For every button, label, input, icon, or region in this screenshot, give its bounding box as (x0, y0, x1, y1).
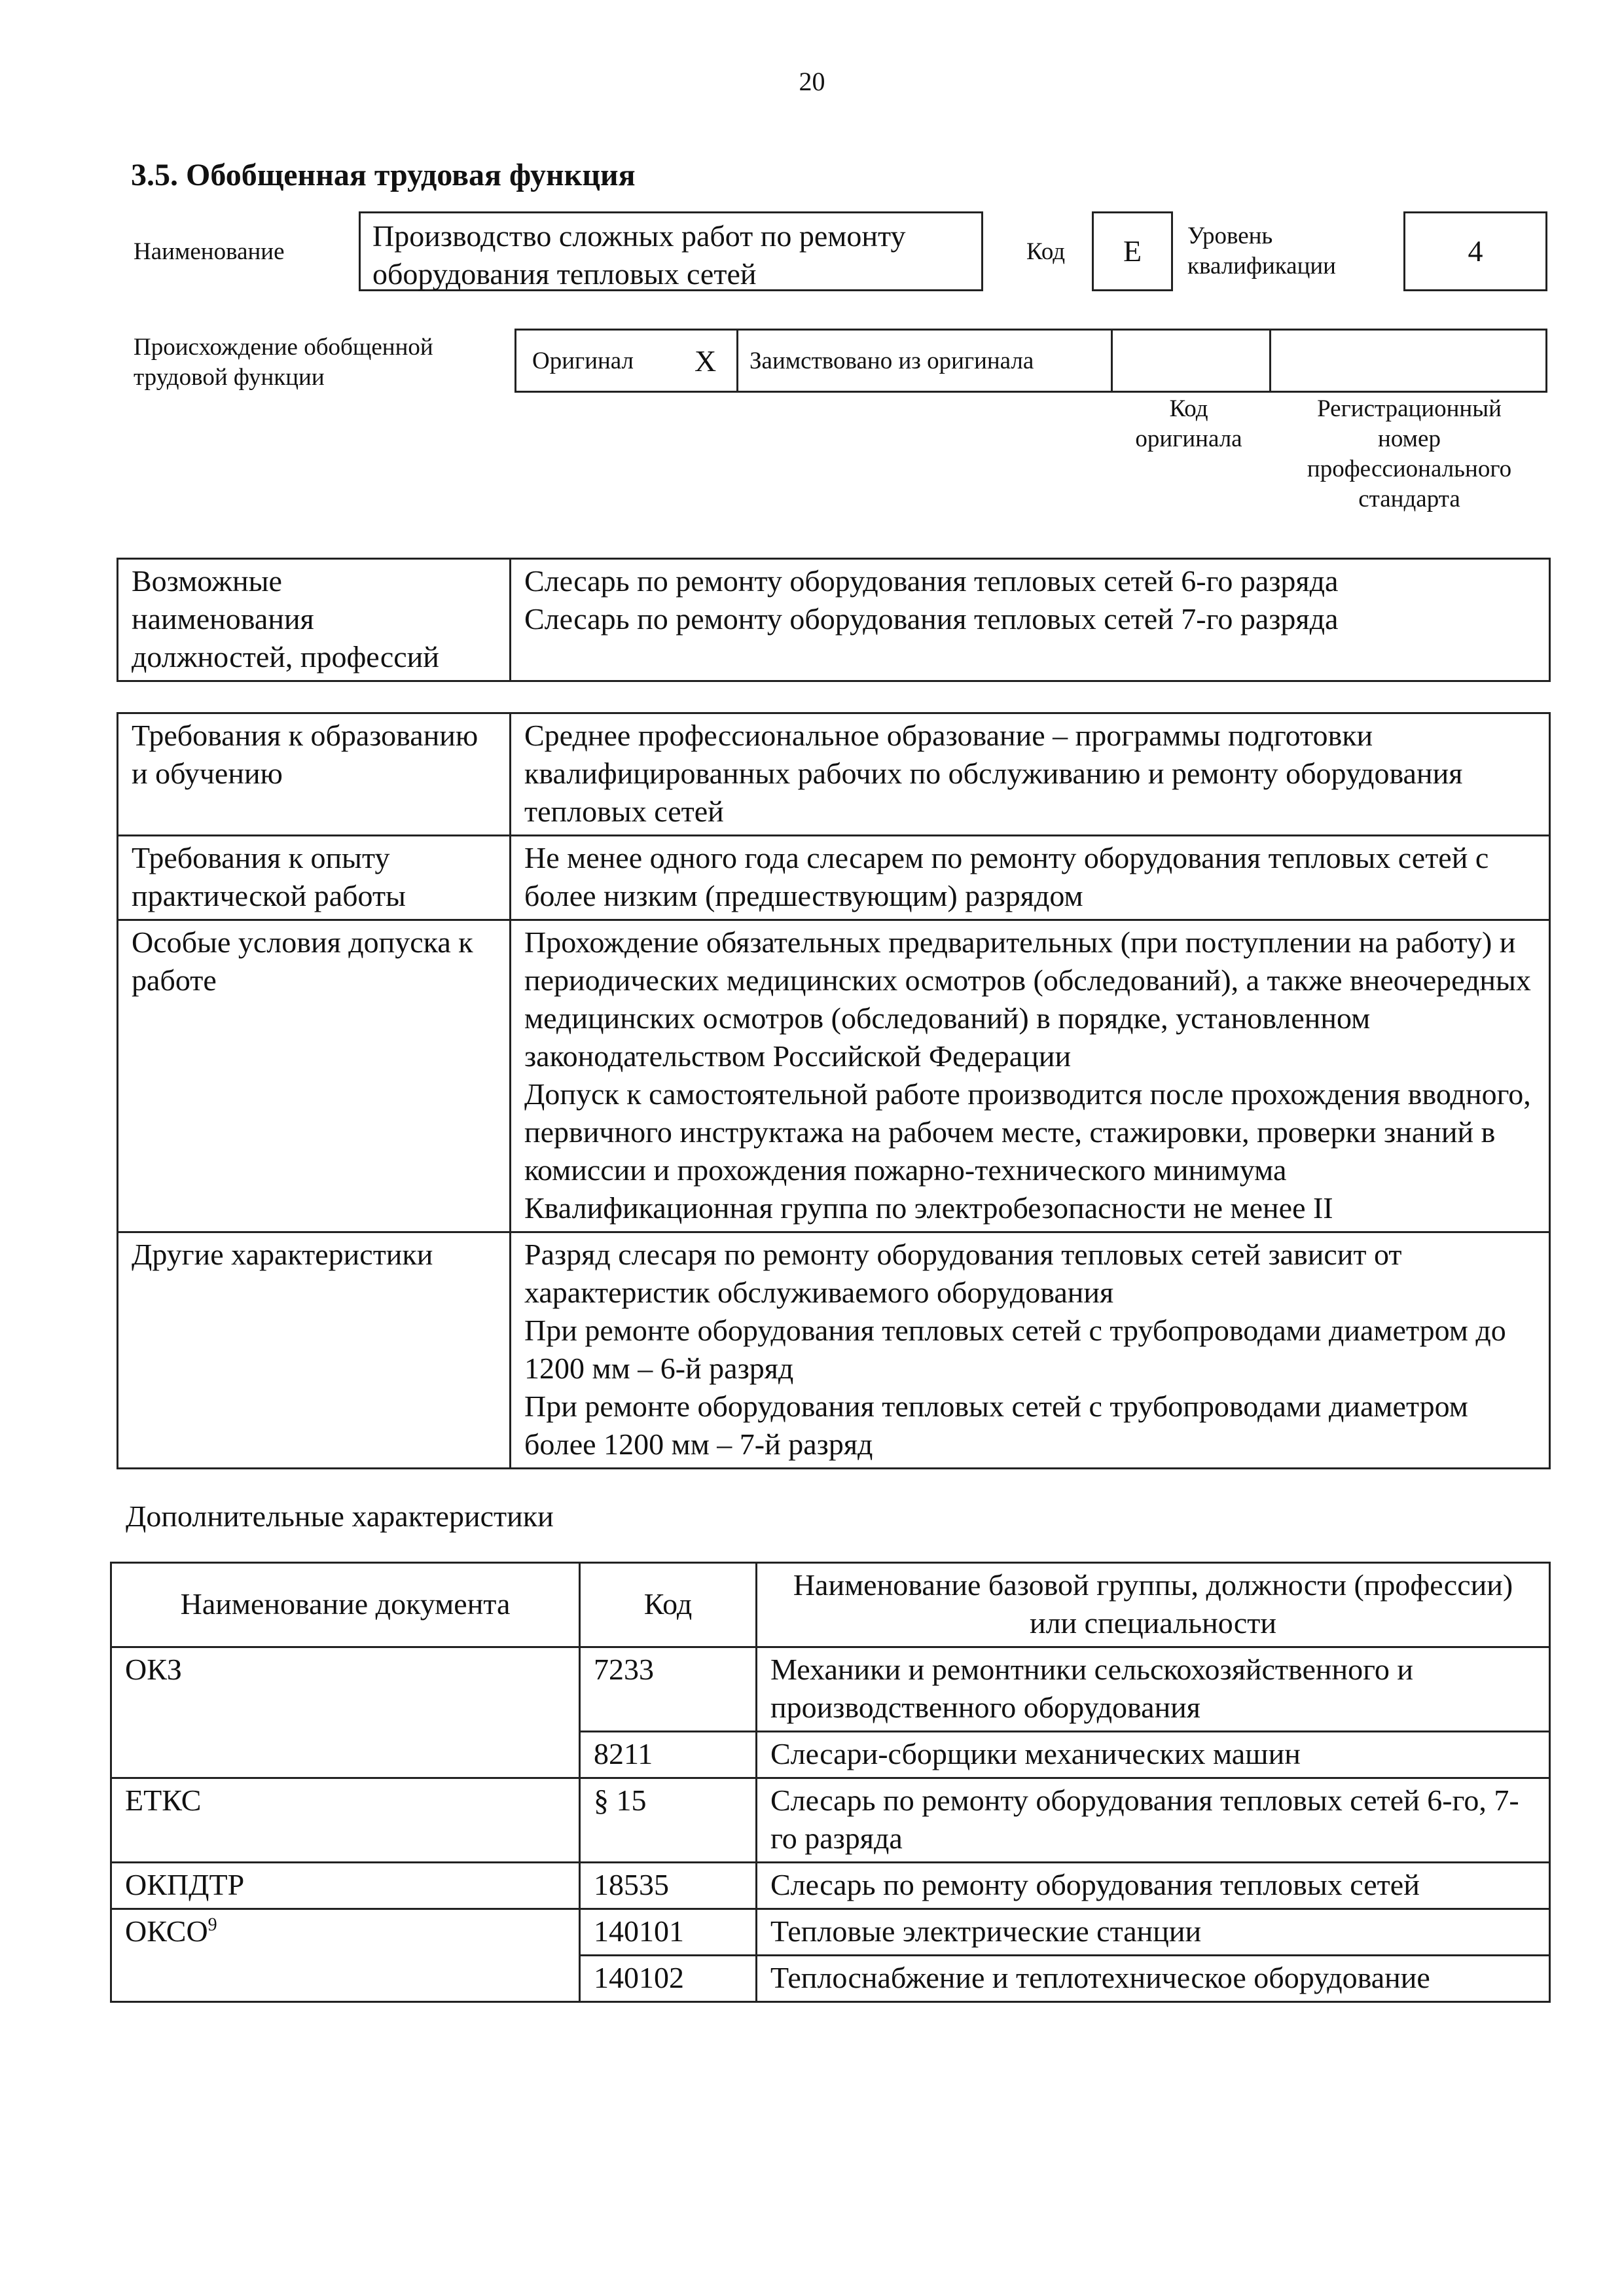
original-code-caption (1109, 394, 1269, 454)
code-label: Код (1026, 238, 1066, 265)
table-row (111, 1863, 1550, 1909)
code-cell: 7233 (580, 1647, 757, 1732)
requirement-line: Квалификационная группа по электробезопасности не менее II (524, 1191, 1333, 1225)
positions-label-line2: наименования (132, 602, 314, 636)
position-item: Слесарь по ремонту оборудования тепловых сетей 6-го разряда (524, 564, 1339, 598)
requirement-row-admission (118, 920, 1550, 1232)
requirement-value (511, 713, 1550, 836)
origin-label-line2: трудовой функции (134, 364, 325, 391)
borrowed-label: Заимствовано из оригинала (749, 348, 1034, 374)
doc-cell: ОКПДТР (111, 1863, 580, 1909)
table-row (111, 1732, 1550, 1778)
origin-divider-3 (1269, 331, 1271, 391)
name-cell: Слесарь по ремонту оборудования тепловых сетей (757, 1863, 1550, 1909)
header-doc: Наименование документа (111, 1563, 580, 1647)
requirement-label: Другие характеристики (118, 1232, 511, 1469)
table-row (111, 1956, 1550, 2002)
name-cell: Тепловые электрические станции (757, 1909, 1550, 1956)
name-cell: Теплоснабжение и теплотехническое оборудование (757, 1956, 1550, 2002)
requirement-label: Требования к опыту практической работы (118, 836, 511, 920)
requirement-row-education (118, 713, 1550, 836)
additional-header-row (111, 1563, 1550, 1647)
origin-box (514, 329, 1547, 393)
name-label: Наименование (134, 238, 285, 265)
code-value-box (1092, 211, 1173, 291)
name-cell: Слесари-сборщики механических машин (757, 1732, 1550, 1778)
reg-number-caption-line1: Регистрационный (1317, 395, 1502, 422)
doc-cell (111, 1956, 580, 2002)
doc-cell: ОКЗ (111, 1647, 580, 1732)
requirement-value (511, 836, 1550, 920)
requirement-label: Особые условия допуска к работе (118, 920, 511, 1232)
function-name-line1: Производство сложных работ по ремонту (372, 219, 906, 253)
original-code-caption-line1: Код (1169, 395, 1208, 422)
section-title: 3.5. Обобщенная трудовая функция (131, 158, 636, 192)
additional-table (110, 1562, 1551, 2003)
requirement-line: Прохождение обязательных предварительных (при поступлении на работу) и периодических медицинских осмотров (обследований), а также внеочередных медицинских осмотров (обследований) в порядке, установленном законодательством Российской Федерации (524, 925, 1531, 1073)
requirement-line: Среднее профессиональное образование – программы подготовки квалифицированных рабочих по обслуживанию и ремонту оборудования тепловых сетей (524, 719, 1463, 828)
origin-divider-1 (736, 331, 738, 391)
code-cell: § 15 (580, 1778, 757, 1863)
requirement-value (511, 920, 1550, 1232)
requirements-table (117, 712, 1551, 1469)
level-value: 4 (1468, 234, 1483, 268)
function-name-line2: оборудования тепловых сетей (372, 257, 757, 291)
original-code-caption-line2: оригинала (1135, 425, 1242, 452)
origin-label (134, 332, 433, 393)
header-code: Код (580, 1563, 757, 1647)
code-cell: 8211 (580, 1732, 757, 1778)
requirement-line: При ремонте оборудования тепловых сетей с трубопроводами диаметром более 1200 мм – 7-й разряд (524, 1390, 1468, 1461)
positions-label-line1: Возможные (132, 564, 282, 598)
origin-label-line1: Происхождение обобщенной (134, 334, 433, 361)
requirement-value (511, 1232, 1550, 1469)
level-label-line1: Уровень (1187, 223, 1273, 249)
requirement-line: Допуск к самостоятельной работе производится после прохождения вводного, первичного инструктажа на рабочем месте, стажировки, проверки знаний в комиссии и прохождения пожарно-технического минимума (524, 1077, 1531, 1187)
code-cell: 140102 (580, 1956, 757, 2002)
table-row (111, 1778, 1550, 1863)
requirement-line: Не менее одного года слесарем по ремонту оборудования тепловых сетей с более низким (предшествующим) разрядом (524, 841, 1489, 912)
reg-number-caption-line3: профессионального (1307, 456, 1512, 482)
positions-values (511, 559, 1550, 681)
original-label: Оригинал (532, 348, 634, 374)
level-label (1187, 221, 1336, 281)
doc-cell-text: ОКСО (125, 1914, 208, 1948)
original-mark: X (695, 344, 717, 378)
doc-cell (111, 1732, 580, 1778)
name-cell: Слесарь по ремонту оборудования тепловых сетей 6-го, 7-го разряда (757, 1778, 1550, 1863)
positions-label-line3: должностей, профессий (132, 640, 439, 673)
level-value-box (1403, 211, 1547, 291)
requirement-row-other (118, 1232, 1550, 1469)
positions-label (118, 559, 511, 681)
code-cell: 18535 (580, 1863, 757, 1909)
requirement-label: Требования к образованию и обучению (118, 713, 511, 836)
additional-title: Дополнительные характеристики (126, 1499, 554, 1533)
page-number: 20 (799, 67, 825, 96)
header-name: Наименование базовой группы, должности (профессии) или специальности (757, 1563, 1550, 1647)
positions-row (118, 559, 1550, 681)
code-cell: 140101 (580, 1909, 757, 1956)
table-row (111, 1647, 1550, 1732)
code-value: E (1123, 234, 1142, 268)
position-item: Слесарь по ремонту оборудования тепловых сетей 7-го разряда (524, 602, 1339, 636)
name-cell: Механики и ремонтники сельскохозяйственного и производственного оборудования (757, 1647, 1550, 1732)
origin-divider-2 (1111, 331, 1113, 391)
table-row (111, 1909, 1550, 1956)
footnote-ref: 9 (208, 1914, 217, 1935)
requirement-row-experience (118, 836, 1550, 920)
requirement-line: При ремонте оборудования тепловых сетей с трубопроводами диаметром до 1200 мм – 6-й разряд (524, 1314, 1506, 1385)
positions-table (117, 558, 1551, 682)
requirement-line: Разряд слесаря по ремонту оборудования тепловых сетей зависит от характеристик обслуживаемого оборудования (524, 1238, 1402, 1309)
level-label-line2: квалификации (1187, 253, 1336, 279)
reg-number-caption (1269, 394, 1550, 514)
doc-cell: ЕТКС (111, 1778, 580, 1863)
function-name-box (359, 211, 983, 291)
doc-cell (111, 1909, 580, 1956)
reg-number-caption-line4: стандарта (1358, 486, 1460, 512)
reg-number-caption-line2: номер (1378, 425, 1441, 452)
